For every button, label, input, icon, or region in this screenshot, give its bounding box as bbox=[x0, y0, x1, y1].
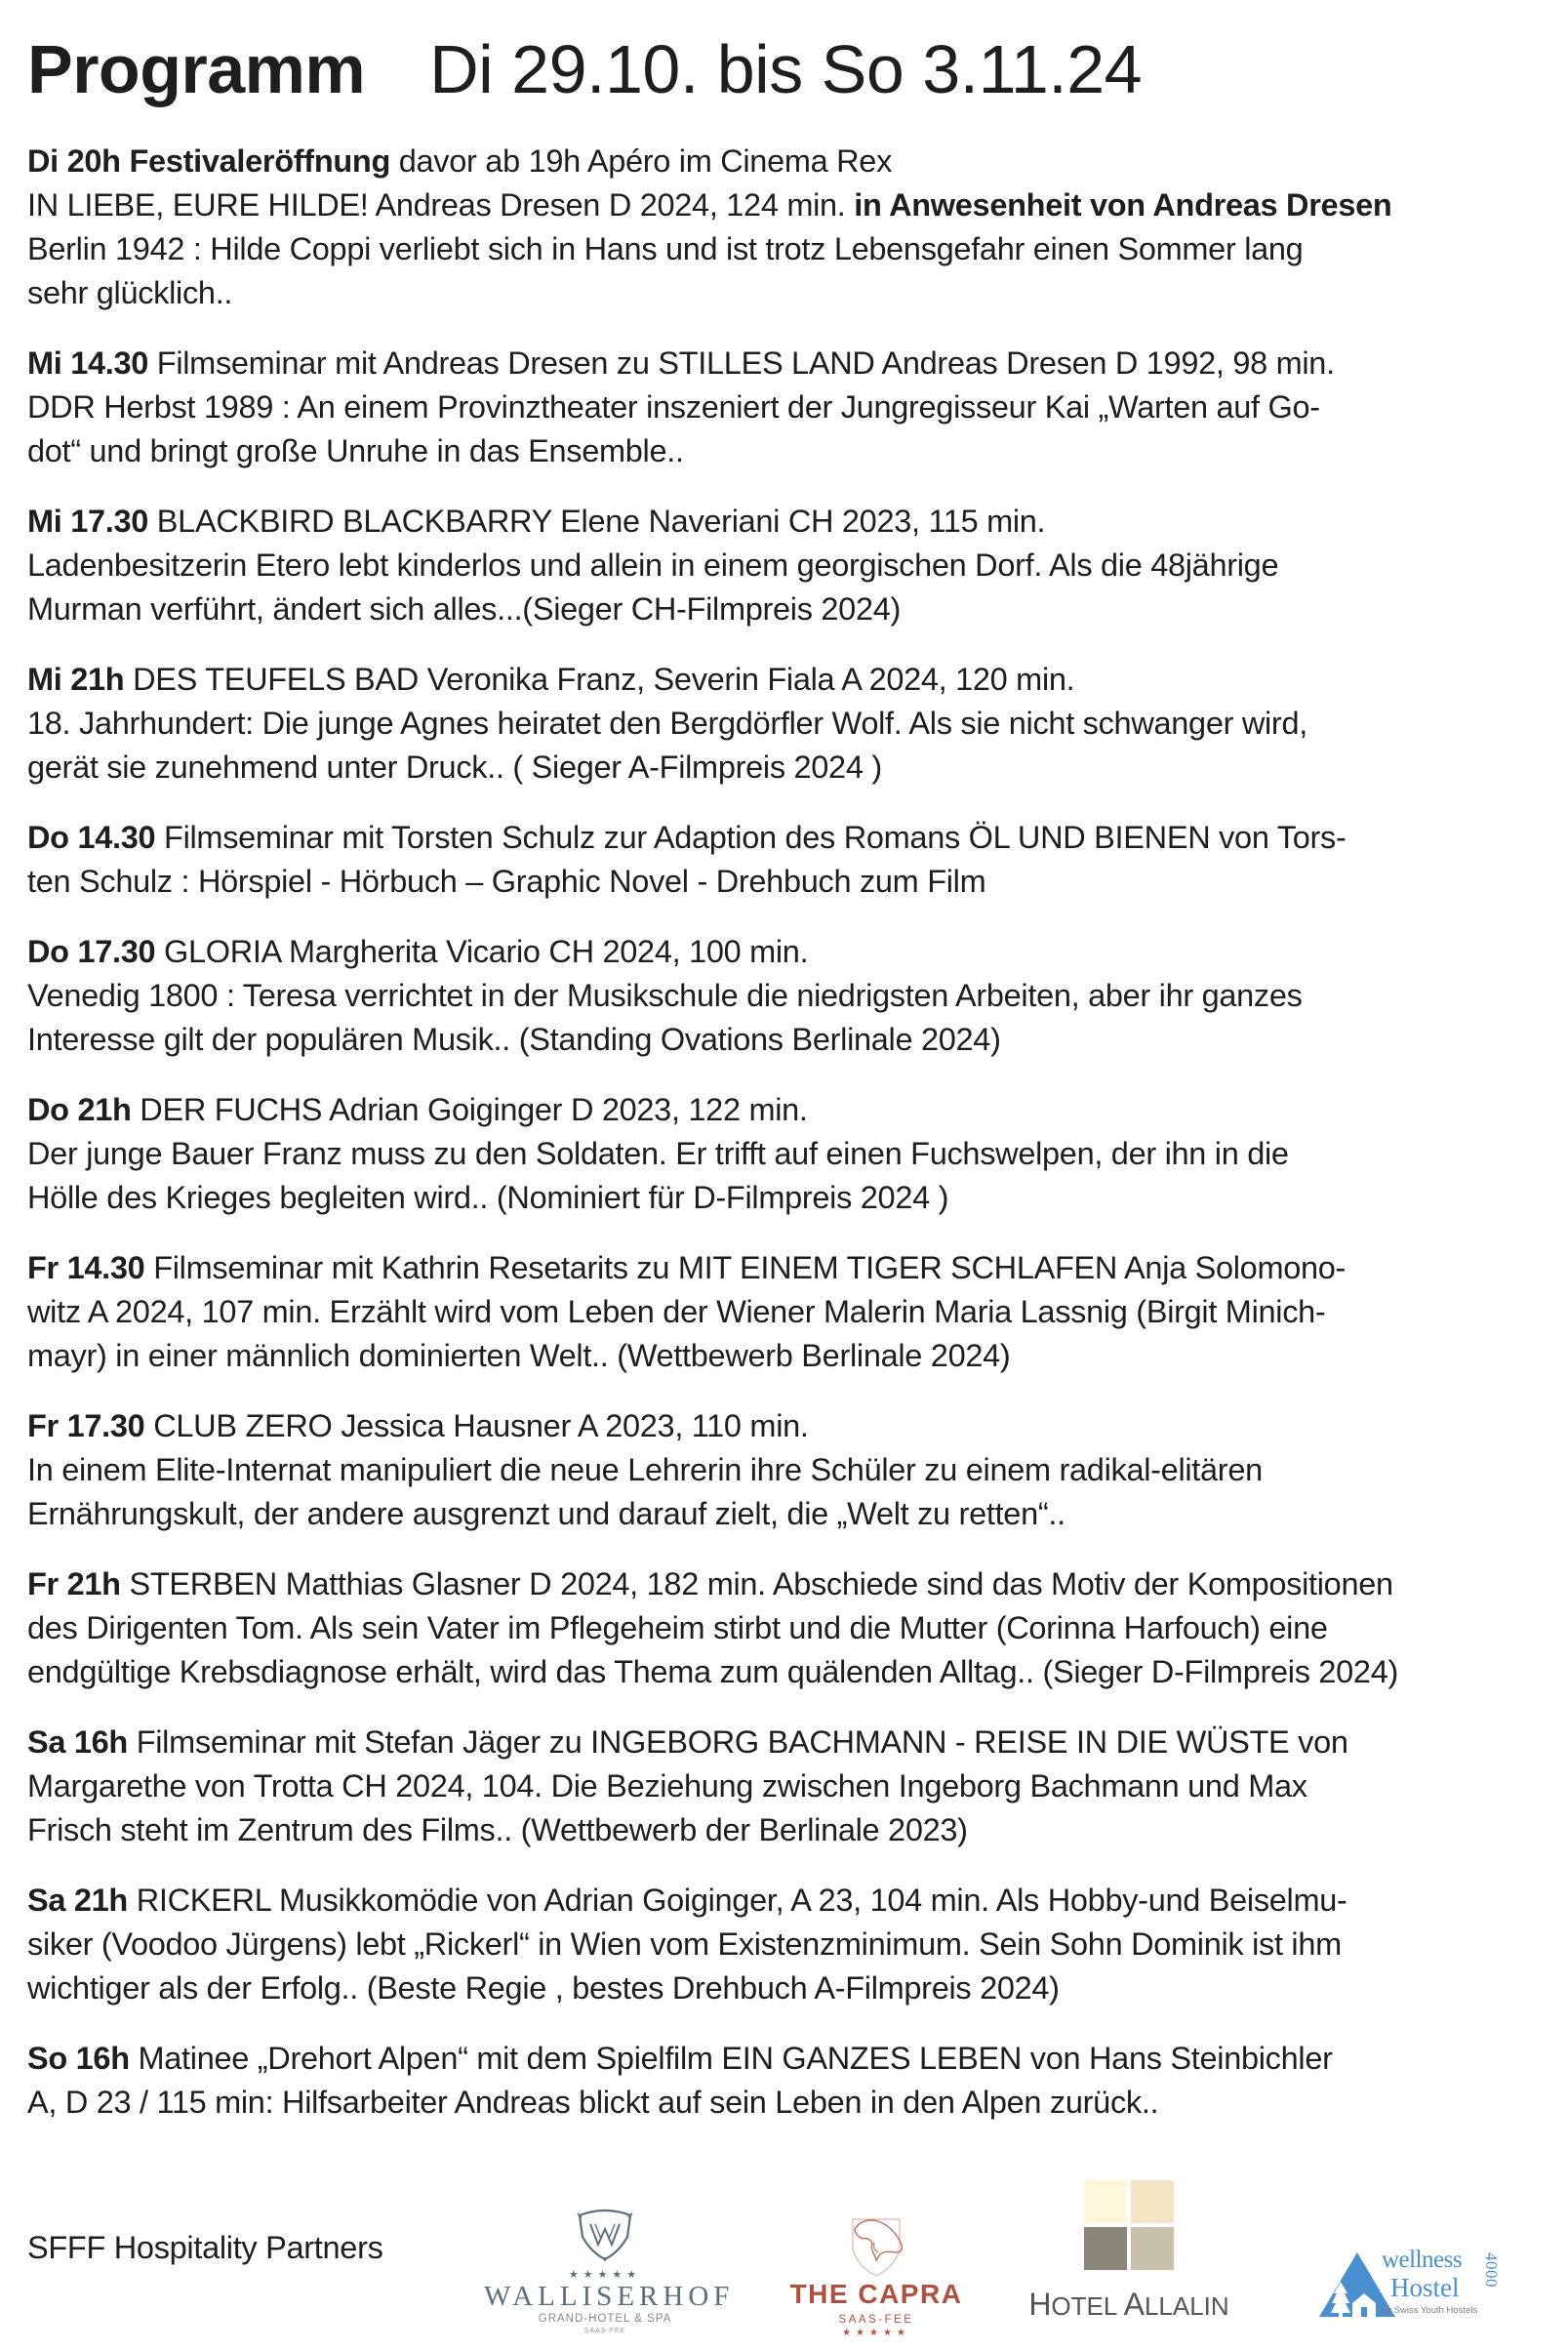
program-entry-line bbox=[27, 1562, 1549, 1606]
program-entry-text: CLUB ZERO Jessica Hausner A 2023, 110 min. bbox=[144, 1408, 809, 1443]
hostel-word-hostel: Hostel bbox=[1390, 2273, 1460, 2302]
program-entry-line bbox=[27, 860, 1549, 904]
program-entry-text: GLORIA Margherita Vicario CH 2024, 100 min. bbox=[155, 934, 809, 969]
program-entry-line bbox=[27, 1246, 1549, 1290]
program-entry-line bbox=[27, 930, 1549, 974]
program-entry bbox=[27, 1879, 1549, 2010]
program-entry bbox=[27, 1562, 1549, 1694]
program-entry-highlight: Do 14.30 bbox=[27, 820, 156, 855]
program-entry-highlight: Sa 16h bbox=[27, 1724, 128, 1760]
program-entry-line bbox=[27, 1923, 1549, 1966]
program-entry-line bbox=[27, 1334, 1549, 1378]
program-entry-line bbox=[27, 1018, 1549, 1062]
program-entry-text: BLACKBIRD BLACKBARRY Elene Naveriani CH 2023, 115 min. bbox=[148, 504, 1046, 539]
program-entry-text: des Dirigenten Tom. Als sein Vater im Pflegeheim stirbt und die Mutter (Corinna Harfouch) eine bbox=[27, 1610, 1328, 1645]
program-entry-highlight: Fr 14.30 bbox=[27, 1250, 145, 1285]
program-entry-line bbox=[27, 1808, 1549, 1852]
program-entry-line bbox=[27, 1132, 1549, 1176]
program-entry-line bbox=[27, 2037, 1549, 2081]
program-entry-line bbox=[27, 500, 1549, 544]
program-entry-highlight: Mi 17.30 bbox=[27, 504, 149, 539]
capra-name: THE CAPRA bbox=[789, 2279, 963, 2309]
program-entry-text: mayr) in einer männlich dominierten Welt.. (Wettbewerb Berlinale 2024) bbox=[27, 1338, 1011, 1373]
program-entry-text: Murman verführt, ändert sich alles...(Sieger CH-Filmpreis 2024) bbox=[27, 591, 902, 627]
program-entry-text: DES TEUFELS BAD Veronika Franz, Severin Fiala A 2024, 120 min. bbox=[124, 662, 1075, 697]
program-entry-text: witz A 2024, 107 min. Erzählt wird vom Leben der Wiener Malerin Maria Lassnig (Birgit Minich- bbox=[27, 1294, 1326, 1329]
logo-walliserhof bbox=[484, 2208, 735, 2336]
program-entry-text: sehr glücklich.. bbox=[27, 275, 233, 310]
program-entry-text: gerät sie zunehmend unter Druck.. ( Sieger A-Filmpreis 2024 ) bbox=[27, 750, 882, 785]
program-entry-text: ten Schulz : Hörspiel - Hörbuch – Graphic Novel - Drehbuch zum Film bbox=[27, 864, 986, 899]
program-entry bbox=[27, 500, 1549, 631]
program-entry-text: dot“ und bringt große Unruhe in das Ensemble.. bbox=[27, 433, 684, 468]
program-entry-highlight: Di 20h Festivaleröffnung bbox=[27, 143, 391, 179]
program-entry bbox=[27, 140, 1549, 315]
allalin-square bbox=[1084, 2180, 1127, 2223]
allalin-square bbox=[1131, 2227, 1174, 2270]
program-entry-line bbox=[27, 702, 1549, 746]
walliserhof-location: SAAS-FEE bbox=[583, 2328, 626, 2334]
ibex-shield-icon bbox=[845, 2215, 907, 2278]
program-entry-highlight: So 16h bbox=[27, 2041, 130, 2076]
allalin-name-part: OTEL bbox=[1051, 2291, 1124, 2321]
program-entry-text: Der junge Bauer Franz muss zu den Soldaten. Er trifft auf einen Fuchswelpen, der ihn in die bbox=[27, 1136, 1289, 1171]
walliserhof-name: WALLISERHOF bbox=[484, 2281, 735, 2312]
program-entry-line bbox=[27, 183, 1549, 227]
program-entry bbox=[27, 1246, 1549, 1378]
program-entry bbox=[27, 1721, 1549, 1852]
program-entry-highlight: Fr 17.30 bbox=[27, 1408, 145, 1443]
page-title bbox=[27, 25, 1142, 113]
program-entry-text: 18. Jahrhundert: Die junge Agnes heiratet den Bergdörfler Wolf. Als sie nicht schwanger wird, bbox=[27, 706, 1307, 741]
program-entry bbox=[27, 342, 1549, 473]
program-entry-text: davor ab 19h Apéro im Cinema Rex bbox=[390, 143, 893, 179]
program-entry-text: Filmseminar mit Andreas Dresen zu STILLES LAND Andreas Dresen D 1992, 98 min. bbox=[148, 345, 1335, 381]
logo-hotel-allalin bbox=[1026, 2180, 1231, 2321]
program-entry-line bbox=[27, 544, 1549, 588]
four-squares-icon bbox=[1084, 2180, 1174, 2270]
program-entry-line bbox=[27, 227, 1549, 271]
program-entry-text: Filmseminar mit Torsten Schulz zur Adaption des Romans ÖL UND BIENEN von Tors- bbox=[155, 820, 1347, 855]
title-program: Programm bbox=[27, 31, 366, 107]
program-entry-line bbox=[27, 1176, 1549, 1220]
program-entry-text: DER FUCHS Adrian Goiginger D 2023, 122 min. bbox=[131, 1092, 808, 1127]
program-entry-line bbox=[27, 429, 1549, 473]
program-entry-line bbox=[27, 746, 1549, 790]
program-entry-line bbox=[27, 271, 1549, 315]
program-entry-line bbox=[27, 816, 1549, 860]
hostel-byline: by Swiss Youth Hostels bbox=[1382, 2305, 1478, 2316]
program-entry-text: Filmseminar mit Stefan Jäger zu INGEBORG BACHMANN - REISE IN DIE WÜSTE von bbox=[127, 1724, 1348, 1760]
program-entry-line bbox=[27, 588, 1549, 631]
program-entry-text: STERBEN Matthias Glasner D 2024, 182 min. Abschiede sind das Motiv der Kompositionen bbox=[120, 1566, 1393, 1601]
program-list bbox=[27, 140, 1549, 2151]
program-entry bbox=[27, 816, 1549, 904]
title-date-range: Di 29.10. bis So 3.11.24 bbox=[429, 31, 1143, 107]
program-entry-text: DDR Herbst 1989 : An einem Provinztheater inszeniert der Jungregisseur Kai „Warten auf Go- bbox=[27, 389, 1320, 425]
program-entry-highlight: Mi 14.30 bbox=[27, 345, 149, 381]
allalin-name bbox=[1026, 2287, 1231, 2322]
program-entry bbox=[27, 658, 1549, 790]
walliserhof-stars: ★★★★★ bbox=[568, 2269, 642, 2281]
program-entry-line bbox=[27, 658, 1549, 702]
program-entry-text: Ladenbesitzerin Etero lebt kinderlos und allein in einem georgischen Dorf. Als die 48jährige bbox=[27, 547, 1279, 583]
capra-location: SAAS-FEE bbox=[838, 2314, 914, 2326]
program-entry-text: Hölle des Krieges begleiten wird.. (Nominiert für D-Filmpreis 2024 ) bbox=[27, 1180, 949, 1215]
program-entry-line bbox=[27, 1606, 1549, 1650]
shield-w-icon bbox=[574, 2208, 636, 2262]
program-entry-line bbox=[27, 1966, 1549, 2010]
program-entry bbox=[27, 1404, 1549, 1536]
program-entry-line bbox=[27, 1448, 1549, 1492]
program-entry-text: Matinee „Drehort Alpen“ mit dem Spielfilm EIN GANZES LEBEN von Hans Steinbichler bbox=[129, 2041, 1333, 2076]
program-entry-text: Frisch steht im Zentrum des Films.. (Wettbewerb der Berlinale 2023) bbox=[27, 1812, 968, 1847]
program-entry-line bbox=[27, 1492, 1549, 1536]
program-entry-text: siker (Voodoo Jürgens) lebt „Rickerl“ in Wien vom Existenzminimum. Sein Sohn Dominik ist ihm bbox=[27, 1926, 1342, 1962]
program-entry-text: Margarethe von Trotta CH 2024, 104. Die Beziehung zwischen Ingeborg Bachmann und Max bbox=[27, 1768, 1307, 1804]
program-entry-text: endgültige Krebsdiagnose erhält, wird das Thema zum quälenden Alltag.. (Sieger D-Filmpreis 2024) bbox=[27, 1654, 1398, 1689]
program-entry-highlight: Mi 21h bbox=[27, 662, 125, 697]
program-entry-line bbox=[27, 140, 1549, 183]
partners-label: SFFF Hospitality Partners bbox=[27, 2230, 383, 2265]
program-entry-line bbox=[27, 1404, 1549, 1448]
program-entry-highlight: Do 17.30 bbox=[27, 934, 156, 969]
program-entry-highlight: in Anwesenheit von Andreas Dresen bbox=[854, 187, 1392, 223]
program-entry bbox=[27, 1088, 1549, 1220]
program-entry-highlight: Fr 21h bbox=[27, 1566, 121, 1601]
logo-wellness-hostel-4000 bbox=[1319, 2247, 1524, 2325]
allalin-name-initial: H bbox=[1028, 2287, 1052, 2322]
program-entry-line bbox=[27, 2081, 1549, 2125]
hostel-word-wellness: wellness bbox=[1382, 2247, 1463, 2273]
program-entry-line bbox=[27, 974, 1549, 1018]
program-entry-line bbox=[27, 1290, 1549, 1334]
hostel-number: 4000 bbox=[1482, 2252, 1501, 2288]
program-entry-line bbox=[27, 385, 1549, 429]
program-entry bbox=[27, 930, 1549, 1062]
program-entry-line bbox=[27, 1650, 1549, 1694]
program-entry-line bbox=[27, 1879, 1549, 1923]
program-entry-line bbox=[27, 1764, 1549, 1808]
program-entry-line bbox=[27, 1088, 1549, 1132]
capra-stars: ★★★★★ bbox=[842, 2328, 910, 2338]
allalin-name-initial: A bbox=[1123, 2287, 1145, 2322]
program-entry-line bbox=[27, 1721, 1549, 1764]
program-entry-text: Filmseminar mit Kathrin Resetarits zu MIT EINEM TIGER SCHLAFEN Anja Solomono- bbox=[144, 1250, 1347, 1285]
program-entry-text: In einem Elite-Internat manipuliert die neue Lehrerin ihre Schüler zu einem radikal-elitären bbox=[27, 1452, 1263, 1487]
program-entry-text: Ernährungskult, der andere ausgrenzt und darauf zielt, die „Welt zu retten“.. bbox=[27, 1496, 1065, 1531]
allalin-square bbox=[1084, 2227, 1127, 2270]
logo-the-capra bbox=[781, 2215, 972, 2339]
program-entry-text: wichtiger als der Erfolg.. (Beste Regie , bestes Drehbuch A-Filmpreis 2024) bbox=[27, 1970, 1060, 2006]
program-entry-highlight: Do 21h bbox=[27, 1092, 132, 1127]
program-entry-line bbox=[27, 342, 1549, 385]
program-entry-text: RICKERL Musikkomödie von Adrian Goiginger, A 23, 104 min. Als Hobby-und Beiselmu- bbox=[127, 1883, 1347, 1918]
program-entry-text: IN LIEBE, EURE HILDE! Andreas Dresen D 2024, 124 min. bbox=[27, 187, 855, 223]
program-entry-text: Berlin 1942 : Hilde Coppi verliebt sich in Hans und ist trotz Lebensgefahr einen Sommer lang bbox=[27, 231, 1304, 266]
program-entry-text: Interesse gilt der populären Musik.. (Standing Ovations Berlinale 2024) bbox=[27, 1022, 1001, 1057]
walliserhof-subtitle: GRAND-HOTEL & SPA bbox=[538, 2313, 672, 2325]
program-entry-text: Venedig 1800 : Teresa verrichtet in der Musikschule die niedrigsten Arbeiten, aber ihr ganzes bbox=[27, 978, 1303, 1013]
program-entry-text: A, D 23 / 115 min: Hilfsarbeiter Andreas blickt auf sein Leben in den Alpen zurück.. bbox=[27, 2085, 1159, 2120]
allalin-name-part: LLALIN bbox=[1144, 2291, 1229, 2321]
program-entry-highlight: Sa 21h bbox=[27, 1883, 128, 1918]
program-entry bbox=[27, 2037, 1549, 2125]
allalin-square bbox=[1131, 2180, 1174, 2223]
